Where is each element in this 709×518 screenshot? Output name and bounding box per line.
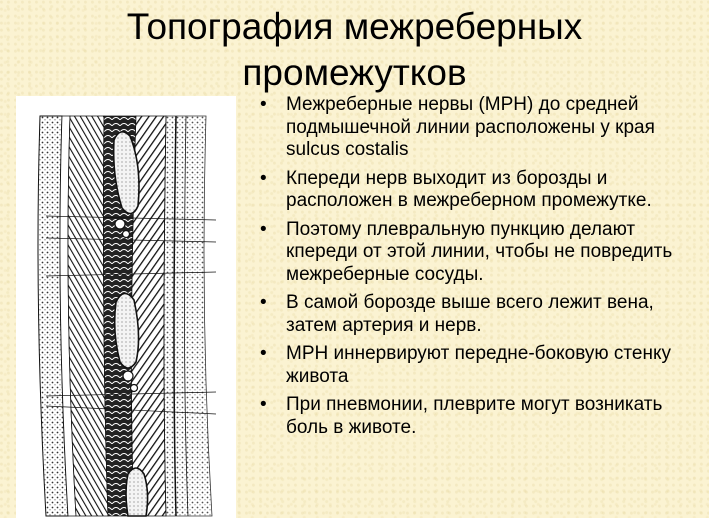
bullet-text: МРН иннервируют передне-боковую стенку живота xyxy=(286,343,671,387)
bullet-item xyxy=(258,394,704,439)
intercostal-space-illustration xyxy=(16,96,236,518)
bullet-item xyxy=(258,343,704,388)
bullet-text: В самой борозде выше всего лежит вена, затем артерия и нерв. xyxy=(286,292,654,336)
bullet-dot: • xyxy=(260,218,267,240)
bullet-dot: • xyxy=(260,167,267,189)
bullet-list xyxy=(258,94,704,445)
title-line-2: промежутков xyxy=(242,52,467,93)
bullet-text: Поэтому плевральную пункцию делают кпереди от этой линии, чтобы не повредить межреберные сосуды. xyxy=(286,218,673,285)
bullet-item xyxy=(258,168,704,213)
bullet-dot: • xyxy=(260,94,267,115)
bullet-item xyxy=(258,219,704,287)
bullet-dot: • xyxy=(260,292,267,313)
bullet-text: Межреберные нервы (МРН) до средней подмышечной линии расположены у края sulcus costalis xyxy=(286,94,655,160)
bullet-dot: • xyxy=(260,343,267,364)
slide-title xyxy=(0,4,709,96)
bullet-item xyxy=(258,94,704,162)
bullet-dot: • xyxy=(260,394,267,415)
bullet-text: Кпереди нерв выходит из борозды и расположен в межреберном промежутке. xyxy=(286,167,652,211)
bullet-item xyxy=(258,292,704,337)
title-line-1: Топография межреберных xyxy=(126,6,583,47)
bullet-text: При пневмонии, плеврите могут возникать боль в животе. xyxy=(286,394,663,438)
